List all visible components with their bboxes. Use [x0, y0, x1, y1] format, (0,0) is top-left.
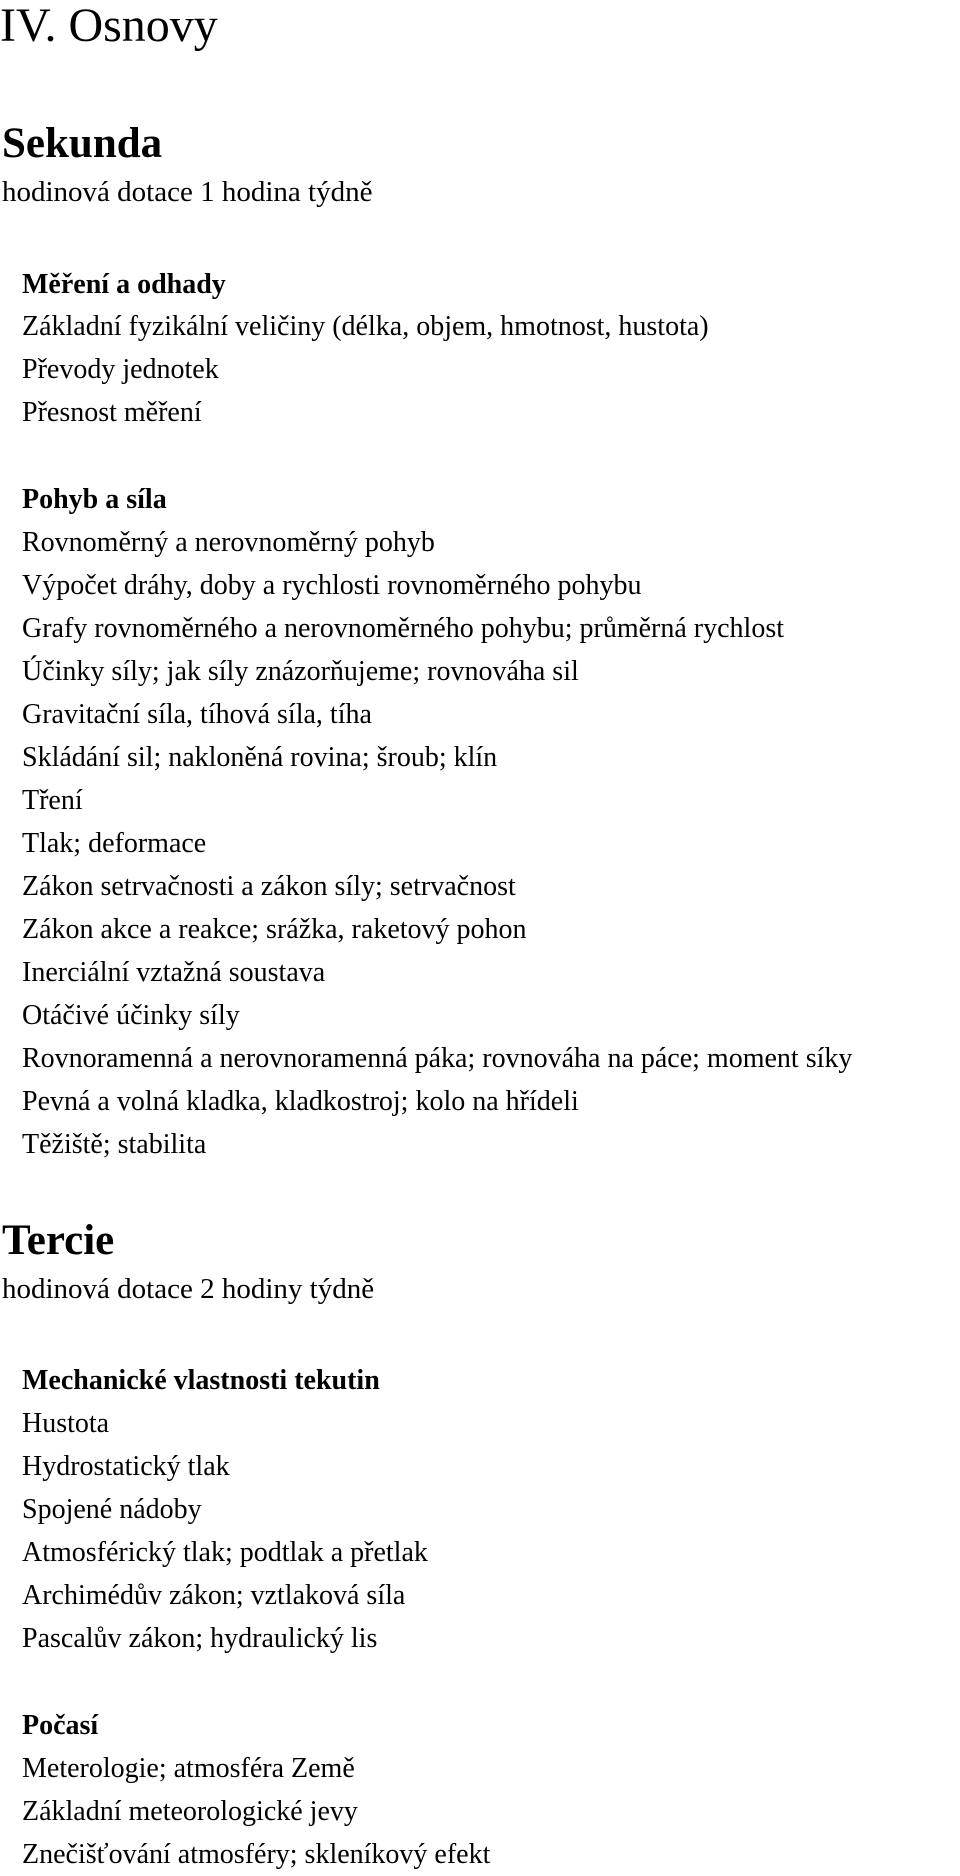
- list-item: Účinky síly; jak síly znázorňujeme; rovnováha sil: [22, 656, 579, 687]
- list-item: Převody jednotek: [22, 354, 219, 385]
- chapter-title: IV. Osnovy: [0, 0, 218, 52]
- list-item: Zákon setrvačnosti a zákon síly; setrvačnost: [22, 871, 516, 902]
- topic-heading-pohyb: Pohyb a síla: [22, 484, 167, 515]
- list-item: Meterologie; atmosféra Země: [22, 1753, 355, 1784]
- topic-heading-tekutiny: Mechanické vlastnosti tekutin: [22, 1365, 380, 1396]
- list-item: Pevná a volná kladka, kladkostroj; kolo na hřídeli: [22, 1086, 579, 1117]
- list-item: Atmosférický tlak; podtlak a přetlak: [22, 1537, 428, 1568]
- list-item: Hydrostatický tlak: [22, 1451, 230, 1482]
- list-item: Tření: [22, 785, 83, 816]
- list-item: Výpočet dráhy, doby a rychlosti rovnoměrného pohybu: [22, 570, 642, 601]
- list-item: Těžiště; stabilita: [22, 1129, 207, 1160]
- list-item: Gravitační síla, tíhová síla, tíha: [22, 699, 372, 730]
- list-item: Grafy rovnoměrného a nerovnoměrného pohybu; průměrná rychlost: [22, 613, 784, 644]
- list-item: Základní fyzikální veličiny (délka, objem, hmotnost, hustota): [22, 311, 709, 342]
- hour-allocation-tercie: hodinová dotace 2 hodiny týdně: [2, 1273, 375, 1305]
- topic-heading-pocasi: Počasí: [22, 1710, 99, 1741]
- topic-heading-mereni: Měření a odhady: [22, 269, 226, 300]
- list-item: Pascalův zákon; hydraulický lis: [22, 1623, 378, 1654]
- list-item: Přesnost měření: [22, 397, 202, 428]
- list-item: Hustota: [22, 1408, 110, 1439]
- list-item: Rovnoramenná a nerovnoramenná páka; rovnováha na páce; moment síky: [22, 1043, 853, 1074]
- list-item: Spojené nádoby: [22, 1494, 202, 1525]
- list-item: Zákon akce a reakce; srážka, raketový pohon: [22, 914, 527, 945]
- list-item: Otáčivé účinky síly: [22, 1000, 240, 1031]
- list-item: Inerciální vztažná soustava: [22, 957, 326, 988]
- section-title-sekunda: Sekunda: [2, 120, 163, 167]
- section-title-tercie: Tercie: [2, 1217, 115, 1264]
- list-item: Znečišťování atmosféry; skleníkový efekt: [22, 1839, 491, 1870]
- hour-allocation-sekunda: hodinová dotace 1 hodina týdně: [2, 176, 373, 208]
- list-item: Základní meteorologické jevy: [22, 1796, 358, 1827]
- list-item: Rovnoměrný a nerovnoměrný pohyb: [22, 527, 435, 558]
- list-item: Tlak; deformace: [22, 828, 207, 859]
- list-item: Skládání sil; nakloněná rovina; šroub; klín: [22, 742, 498, 773]
- list-item: Archimédův zákon; vztlaková síla: [22, 1580, 406, 1611]
